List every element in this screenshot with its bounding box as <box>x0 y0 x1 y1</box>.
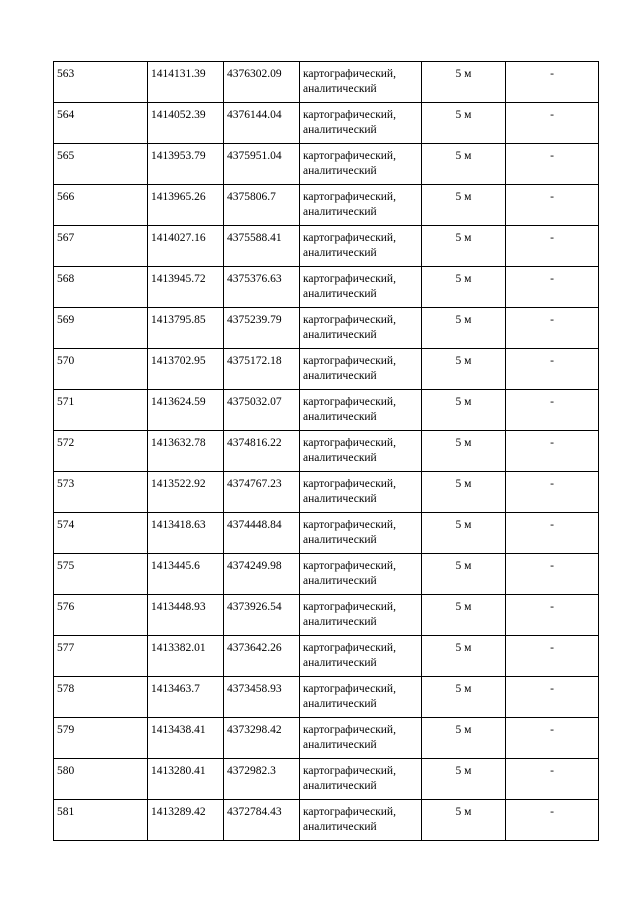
accuracy-cell <box>422 636 506 677</box>
method-cell <box>300 62 422 103</box>
y-coordinate-cell-text: 4375239.79 <box>227 314 282 326</box>
point-number-cell <box>54 472 148 513</box>
method-cell <box>300 718 422 759</box>
x-coordinate-cell-text: 1413632.78 <box>151 437 206 449</box>
y-coordinate-cell <box>224 226 300 267</box>
y-coordinate-cell <box>224 185 300 226</box>
accuracy-cell <box>422 759 506 800</box>
x-coordinate-cell <box>148 308 224 349</box>
accuracy-cell-text: 5 м <box>455 150 472 162</box>
accuracy-cell-text: 5 м <box>455 355 472 367</box>
method-cell <box>300 431 422 472</box>
method-cell-text: картографический, аналитический <box>303 519 396 546</box>
y-coordinate-cell <box>224 144 300 185</box>
note-cell-text: - <box>550 601 554 613</box>
y-coordinate-cell-text: 4375376.63 <box>227 273 282 285</box>
point-number-cell <box>54 554 148 595</box>
note-cell <box>506 472 599 513</box>
point-number-cell-text: 570 <box>57 355 75 367</box>
method-cell-text: картографический, аналитический <box>303 314 396 341</box>
x-coordinate-cell <box>148 595 224 636</box>
note-cell-text: - <box>550 150 554 162</box>
method-cell <box>300 595 422 636</box>
method-cell <box>300 554 422 595</box>
point-number-cell-text: 563 <box>57 68 75 80</box>
table-row <box>54 636 599 677</box>
note-cell-text: - <box>550 273 554 285</box>
note-cell <box>506 62 599 103</box>
point-number-cell-text: 566 <box>57 191 75 203</box>
y-coordinate-cell-text: 4376144.04 <box>227 109 282 121</box>
x-coordinate-cell-text: 1413438.41 <box>151 724 206 736</box>
x-coordinate-cell-text: 1413522.92 <box>151 478 206 490</box>
note-cell <box>506 759 599 800</box>
accuracy-cell <box>422 472 506 513</box>
point-number-cell <box>54 144 148 185</box>
x-coordinate-cell-text: 1413945.72 <box>151 273 206 285</box>
accuracy-cell-text: 5 м <box>455 314 472 326</box>
point-number-cell <box>54 677 148 718</box>
accuracy-cell-text: 5 м <box>455 560 472 572</box>
y-coordinate-cell-text: 4373926.54 <box>227 601 282 613</box>
x-coordinate-cell-text: 1413418.63 <box>151 519 206 531</box>
x-coordinate-cell-text: 1413382.01 <box>151 642 206 654</box>
table-row <box>54 677 599 718</box>
method-cell <box>300 513 422 554</box>
table-row <box>54 103 599 144</box>
table-row <box>54 185 599 226</box>
note-cell <box>506 144 599 185</box>
table-row <box>54 226 599 267</box>
y-coordinate-cell-text: 4375032.07 <box>227 396 282 408</box>
accuracy-cell-text: 5 м <box>455 109 472 121</box>
accuracy-cell-text: 5 м <box>455 601 472 613</box>
method-cell-text: картографический, аналитический <box>303 437 396 464</box>
y-coordinate-cell-text: 4375951.04 <box>227 150 282 162</box>
method-cell <box>300 267 422 308</box>
accuracy-cell-text: 5 м <box>455 806 472 818</box>
point-number-cell-text: 576 <box>57 601 75 613</box>
x-coordinate-cell-text: 1413624.59 <box>151 396 206 408</box>
x-coordinate-cell <box>148 677 224 718</box>
point-number-cell <box>54 103 148 144</box>
x-coordinate-cell <box>148 144 224 185</box>
x-coordinate-cell <box>148 390 224 431</box>
accuracy-cell-text: 5 м <box>455 765 472 777</box>
y-coordinate-cell-text: 4373458.93 <box>227 683 282 695</box>
method-cell <box>300 800 422 841</box>
point-number-cell <box>54 185 148 226</box>
method-cell-text: картографический, аналитический <box>303 601 396 628</box>
x-coordinate-cell <box>148 349 224 390</box>
method-cell-text: картографический, аналитический <box>303 109 396 136</box>
accuracy-cell-text: 5 м <box>455 396 472 408</box>
point-number-cell-text: 565 <box>57 150 75 162</box>
x-coordinate-cell-text: 1414131.39 <box>151 68 206 80</box>
note-cell-text: - <box>550 806 554 818</box>
x-coordinate-cell <box>148 431 224 472</box>
method-cell <box>300 349 422 390</box>
note-cell <box>506 431 599 472</box>
method-cell <box>300 185 422 226</box>
accuracy-cell <box>422 677 506 718</box>
note-cell-text: - <box>550 642 554 654</box>
table-row <box>54 144 599 185</box>
accuracy-cell <box>422 185 506 226</box>
y-coordinate-cell-text: 4375172.18 <box>227 355 282 367</box>
note-cell <box>506 185 599 226</box>
accuracy-cell <box>422 308 506 349</box>
note-cell <box>506 308 599 349</box>
x-coordinate-cell <box>148 472 224 513</box>
point-number-cell-text: 569 <box>57 314 75 326</box>
y-coordinate-cell-text: 4374767.23 <box>227 478 282 490</box>
x-coordinate-cell-text: 1413965.26 <box>151 191 206 203</box>
point-number-cell-text: 581 <box>57 806 75 818</box>
x-coordinate-cell <box>148 759 224 800</box>
accuracy-cell <box>422 718 506 759</box>
accuracy-cell <box>422 226 506 267</box>
table-row <box>54 390 599 431</box>
accuracy-cell <box>422 390 506 431</box>
method-cell-text: картографический, аналитический <box>303 232 396 259</box>
accuracy-cell <box>422 103 506 144</box>
point-number-cell-text: 578 <box>57 683 75 695</box>
y-coordinate-cell <box>224 267 300 308</box>
x-coordinate-cell-text: 1414052.39 <box>151 109 206 121</box>
point-number-cell-text: 568 <box>57 273 75 285</box>
x-coordinate-cell-text: 1413289.42 <box>151 806 206 818</box>
point-number-cell <box>54 759 148 800</box>
coordinates-table <box>53 61 599 841</box>
x-coordinate-cell <box>148 718 224 759</box>
table-row <box>54 431 599 472</box>
method-cell-text: картографический, аналитический <box>303 765 396 792</box>
y-coordinate-cell <box>224 677 300 718</box>
x-coordinate-cell-text: 1413445.6 <box>151 560 200 572</box>
method-cell <box>300 390 422 431</box>
note-cell <box>506 267 599 308</box>
point-number-cell-text: 577 <box>57 642 75 654</box>
note-cell-text: - <box>550 683 554 695</box>
accuracy-cell-text: 5 м <box>455 478 472 490</box>
method-cell-text: картографический, аналитический <box>303 273 396 300</box>
accuracy-cell <box>422 267 506 308</box>
method-cell <box>300 308 422 349</box>
method-cell-text: картографический, аналитический <box>303 724 396 751</box>
method-cell-text: картографический, аналитический <box>303 806 396 833</box>
y-coordinate-cell <box>224 349 300 390</box>
note-cell <box>506 390 599 431</box>
y-coordinate-cell-text: 4373642.26 <box>227 642 282 654</box>
point-number-cell <box>54 267 148 308</box>
method-cell-text: картографический, аналитический <box>303 396 396 423</box>
table-row <box>54 759 599 800</box>
accuracy-cell <box>422 595 506 636</box>
point-number-cell-text: 567 <box>57 232 75 244</box>
point-number-cell <box>54 62 148 103</box>
note-cell <box>506 636 599 677</box>
y-coordinate-cell <box>224 103 300 144</box>
x-coordinate-cell-text: 1413463.7 <box>151 683 200 695</box>
note-cell-text: - <box>550 355 554 367</box>
accuracy-cell-text: 5 м <box>455 683 472 695</box>
method-cell-text: картографический, аналитический <box>303 150 396 177</box>
note-cell-text: - <box>550 396 554 408</box>
y-coordinate-cell-text: 4373298.42 <box>227 724 282 736</box>
note-cell <box>506 800 599 841</box>
y-coordinate-cell <box>224 636 300 677</box>
point-number-cell-text: 580 <box>57 765 75 777</box>
y-coordinate-cell <box>224 513 300 554</box>
y-coordinate-cell <box>224 308 300 349</box>
x-coordinate-cell <box>148 62 224 103</box>
x-coordinate-cell-text: 1413953.79 <box>151 150 206 162</box>
y-coordinate-cell-text: 4374448.84 <box>227 519 282 531</box>
table-row <box>54 267 599 308</box>
point-number-cell-text: 575 <box>57 560 75 572</box>
y-coordinate-cell-text: 4372982.3 <box>227 765 276 777</box>
table-row <box>54 472 599 513</box>
accuracy-cell <box>422 144 506 185</box>
y-coordinate-cell <box>224 472 300 513</box>
x-coordinate-cell-text: 1413795.85 <box>151 314 206 326</box>
point-number-cell <box>54 718 148 759</box>
x-coordinate-cell <box>148 513 224 554</box>
y-coordinate-cell-text: 4375588.41 <box>227 232 282 244</box>
y-coordinate-cell <box>224 62 300 103</box>
table-row <box>54 718 599 759</box>
note-cell-text: - <box>550 724 554 736</box>
note-cell <box>506 513 599 554</box>
note-cell <box>506 349 599 390</box>
note-cell <box>506 226 599 267</box>
x-coordinate-cell-text: 1413280.41 <box>151 765 206 777</box>
point-number-cell <box>54 390 148 431</box>
x-coordinate-cell <box>148 554 224 595</box>
accuracy-cell <box>422 431 506 472</box>
accuracy-cell-text: 5 м <box>455 642 472 654</box>
note-cell-text: - <box>550 191 554 203</box>
y-coordinate-cell <box>224 718 300 759</box>
y-coordinate-cell <box>224 554 300 595</box>
method-cell <box>300 759 422 800</box>
method-cell <box>300 636 422 677</box>
table-row <box>54 595 599 636</box>
y-coordinate-cell <box>224 759 300 800</box>
x-coordinate-cell-text: 1414027.16 <box>151 232 206 244</box>
table-row <box>54 349 599 390</box>
table-row <box>54 513 599 554</box>
note-cell-text: - <box>550 314 554 326</box>
accuracy-cell-text: 5 м <box>455 273 472 285</box>
accuracy-cell <box>422 349 506 390</box>
note-cell <box>506 595 599 636</box>
point-number-cell <box>54 595 148 636</box>
x-coordinate-cell <box>148 636 224 677</box>
note-cell-text: - <box>550 765 554 777</box>
point-number-cell-text: 573 <box>57 478 75 490</box>
x-coordinate-cell <box>148 185 224 226</box>
method-cell-text: картографический, аналитический <box>303 560 396 587</box>
method-cell-text: картографический, аналитический <box>303 642 396 669</box>
method-cell <box>300 226 422 267</box>
table-row <box>54 554 599 595</box>
point-number-cell-text: 579 <box>57 724 75 736</box>
point-number-cell <box>54 226 148 267</box>
method-cell <box>300 677 422 718</box>
method-cell <box>300 472 422 513</box>
method-cell-text: картографический, аналитический <box>303 68 396 95</box>
accuracy-cell <box>422 554 506 595</box>
y-coordinate-cell <box>224 431 300 472</box>
x-coordinate-cell <box>148 267 224 308</box>
accuracy-cell-text: 5 м <box>455 724 472 736</box>
method-cell-text: картографический, аналитический <box>303 191 396 218</box>
note-cell <box>506 554 599 595</box>
point-number-cell <box>54 513 148 554</box>
table-row <box>54 308 599 349</box>
method-cell-text: картографический, аналитический <box>303 683 396 710</box>
point-number-cell-text: 564 <box>57 109 75 121</box>
method-cell <box>300 144 422 185</box>
point-number-cell-text: 574 <box>57 519 75 531</box>
x-coordinate-cell <box>148 800 224 841</box>
method-cell-text: картографический, аналитический <box>303 478 396 505</box>
note-cell <box>506 718 599 759</box>
accuracy-cell <box>422 62 506 103</box>
accuracy-cell <box>422 513 506 554</box>
note-cell-text: - <box>550 109 554 121</box>
y-coordinate-cell <box>224 390 300 431</box>
accuracy-cell-text: 5 м <box>455 232 472 244</box>
note-cell <box>506 677 599 718</box>
y-coordinate-cell-text: 4375806.7 <box>227 191 276 203</box>
note-cell-text: - <box>550 437 554 449</box>
y-coordinate-cell-text: 4374816.22 <box>227 437 282 449</box>
point-number-cell-text: 572 <box>57 437 75 449</box>
y-coordinate-cell-text: 4372784.43 <box>227 806 282 818</box>
point-number-cell <box>54 431 148 472</box>
x-coordinate-cell-text: 1413702.95 <box>151 355 206 367</box>
accuracy-cell-text: 5 м <box>455 519 472 531</box>
note-cell-text: - <box>550 519 554 531</box>
y-coordinate-cell-text: 4374249.98 <box>227 560 282 572</box>
note-cell-text: - <box>550 478 554 490</box>
table-row <box>54 800 599 841</box>
point-number-cell <box>54 636 148 677</box>
method-cell <box>300 103 422 144</box>
note-cell-text: - <box>550 560 554 572</box>
y-coordinate-cell <box>224 800 300 841</box>
x-coordinate-cell <box>148 226 224 267</box>
note-cell-text: - <box>550 68 554 80</box>
coordinates-table-body <box>54 62 599 841</box>
accuracy-cell-text: 5 м <box>455 191 472 203</box>
y-coordinate-cell <box>224 595 300 636</box>
x-coordinate-cell-text: 1413448.93 <box>151 601 206 613</box>
note-cell <box>506 103 599 144</box>
note-cell-text: - <box>550 232 554 244</box>
point-number-cell <box>54 349 148 390</box>
accuracy-cell-text: 5 м <box>455 437 472 449</box>
y-coordinate-cell-text: 4376302.09 <box>227 68 282 80</box>
point-number-cell-text: 571 <box>57 396 75 408</box>
accuracy-cell <box>422 800 506 841</box>
method-cell-text: картографический, аналитический <box>303 355 396 382</box>
table-row <box>54 62 599 103</box>
x-coordinate-cell <box>148 103 224 144</box>
point-number-cell <box>54 308 148 349</box>
accuracy-cell-text: 5 м <box>455 68 472 80</box>
point-number-cell <box>54 800 148 841</box>
